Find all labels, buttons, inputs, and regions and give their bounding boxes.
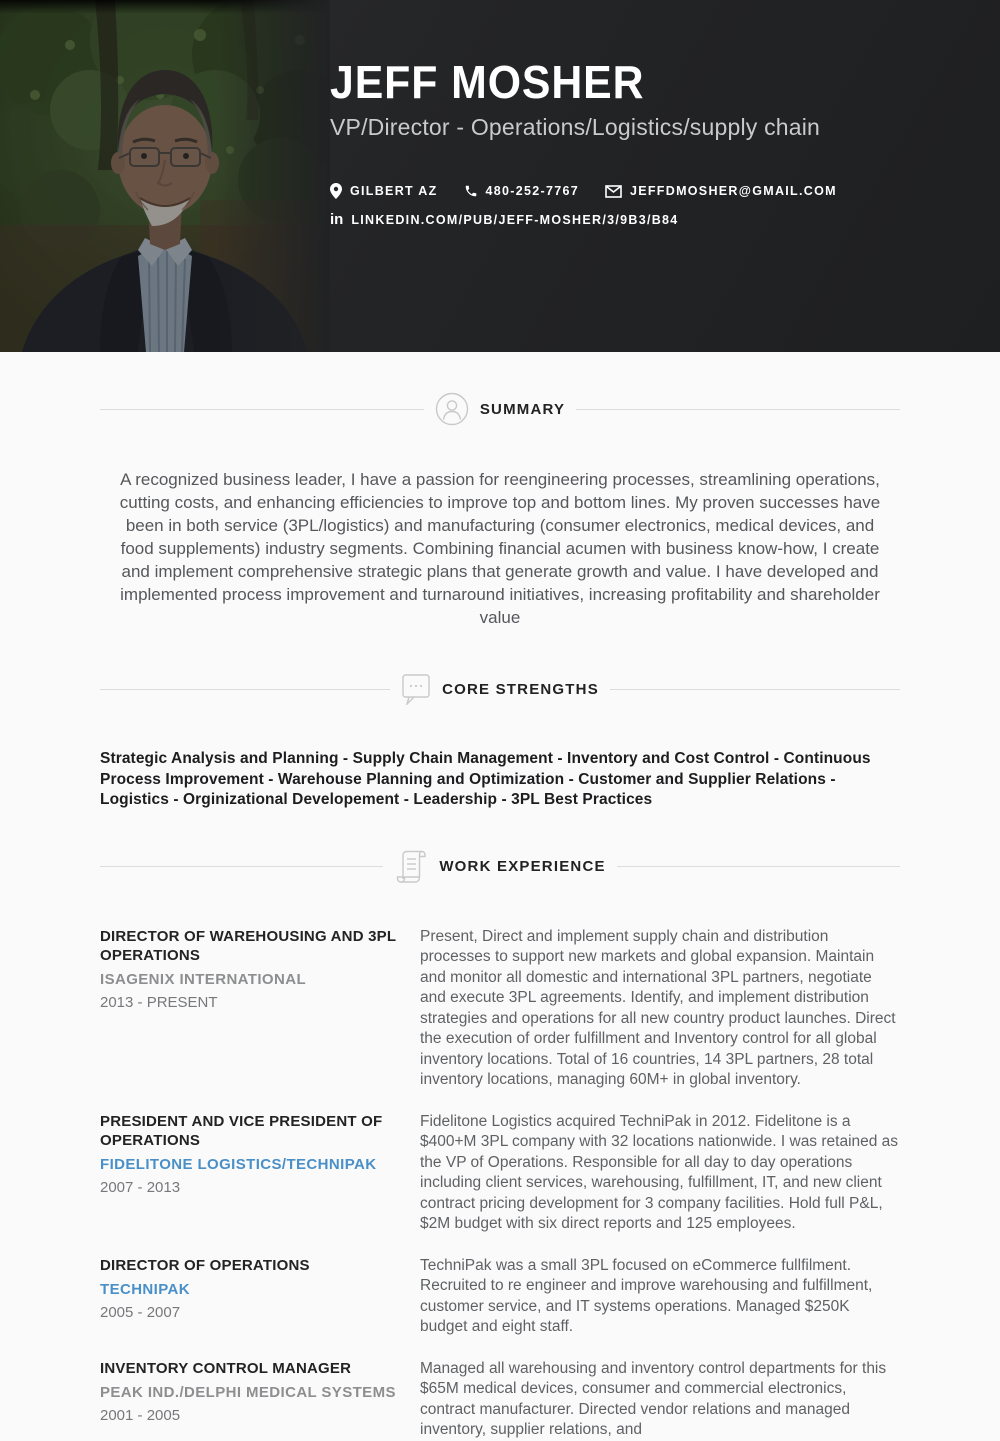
job-company-link[interactable]: FIDELITONE LOGISTICS/TECHNIPAK — [100, 1155, 377, 1173]
contact-block — [330, 183, 1000, 227]
envelope-icon — [605, 185, 622, 198]
job-dates: 2005 - 2007 — [100, 1303, 181, 1321]
contact-phone[interactable]: 480-252-7767 — [464, 184, 579, 198]
job-dates: 2001 - 2005 — [100, 1406, 181, 1424]
header-content — [330, 0, 1000, 352]
core-strengths-heading: CORE STRENGTHS — [442, 680, 599, 698]
summary-section-header — [100, 392, 900, 426]
phone-icon — [464, 184, 478, 198]
job-title: INVENTORY CONTROL MANAGER — [100, 1359, 352, 1377]
job-company: ISAGENIX INTERNATIONAL — [100, 970, 307, 988]
person-circle-icon — [435, 392, 469, 426]
job-description: Managed all warehousing and inventory control departments for this $65M medical devices, consumer and commercial electronics, contract manufacturer. Directed vendor relations and managed inventory, supplier relations, and — [420, 1359, 887, 1438]
header — [0, 0, 1000, 352]
divider-line — [576, 409, 900, 410]
core-strengths-section-header — [100, 673, 900, 705]
job-headline: VP/Director - Operations/Logistics/supply chain — [330, 114, 821, 141]
job-entry — [100, 1256, 900, 1338]
contact-linkedin[interactable]: in LINKEDIN.COM/PUB/JEFF-MOSHER/3/9B3/B84 — [330, 211, 679, 229]
divider-line — [100, 689, 390, 690]
job-title: PRESIDENT AND VICE PRESIDENT OF OPERATIONS — [100, 1112, 383, 1149]
job-entry — [100, 927, 900, 1091]
divider-line — [100, 866, 383, 867]
contact-email[interactable]: JEFFDMOSHER@GMAIL.COM — [605, 184, 837, 198]
divider-line — [617, 866, 900, 867]
job-entry — [100, 1359, 900, 1441]
work-experience-section-header — [100, 849, 900, 885]
summary-text: A recognized business leader, I have a passion for reengineering processes, streamlining operations, cutting costs, and enhancing efficiencies to improve top and bottom lines. My proven successes have been in both service (3PL/logistics) and manufacturing (consumer electronics, medical devices, and food supplements) industry segments. Combining financial acumen with business know-how, I create and implement comprehensive strategic plans that generate growth and value. I have developed and implemented process improvement and turnaround initiatives, increasing profitability and shareholder value — [119, 470, 881, 627]
job-dates: 2007 - 2013 — [100, 1178, 181, 1196]
core-strengths-text: Strategic Analysis and Planning - Supply Chain Management - Inventory and Cost Control - Continuous Process Improvement - Warehouse Planning and Optimization - Customer and Supplier Relations - Logistics - Orginizational Developement - Leadership - 3PL Best Practices — [100, 750, 871, 808]
speech-bubble-icon — [401, 673, 431, 705]
work-experience-heading: WORK EXPERIENCE — [439, 858, 606, 875]
job-description: TechniPak was a small 3PL focused on eCommerce fullfilment. Recruited to re engineer and improve warehousing and fulfillment, customer service, and IT systems operations. Managed $250K budget and eight staff. — [420, 1256, 873, 1335]
job-dates: 2013 - PRESENT — [100, 993, 218, 1011]
summary-heading: SUMMARY — [479, 400, 566, 418]
divider-line — [610, 689, 900, 690]
location-pin-icon — [330, 183, 342, 199]
job-entry — [100, 1112, 900, 1235]
job-description: Present, Direct and implement supply chain and distribution processes to support new markets and global expansion. Maintain and monitor all domestic and international 3PL partners, negotiate and execute 3PL agreements. Identify, and implement distribution strategies and operations for all new country product launches. Direct the execution of order fulfillment and Inventory control for all global inventory locations. Total of 16 countries, 14 3PL partners, 28 total inventory locations, managing 60M+ in global inventory. — [420, 927, 896, 1088]
job-list — [100, 927, 900, 1441]
job-description: Fidelitone Logistics acquired TechniPak in 2012. Fidelitone is a $400+M 3PL company with 32 locations nationwide. I was retained as the VP of Operations. Responsible for all day to day operations including client services, warehousing, fulfillment, IT, and new client contract pricing development for 3 company facilities. Hold full P&L, $2M budget with six direct reports and 125 employees. — [420, 1112, 899, 1232]
linkedin-icon: in — [330, 211, 344, 229]
job-title: DIRECTOR OF WAREHOUSING AND 3PL OPERATIONS — [100, 927, 396, 964]
job-company-link[interactable]: TECHNIPAK — [100, 1280, 190, 1298]
scroll-icon — [394, 849, 428, 885]
profile-photo — [0, 0, 330, 352]
job-title: DIRECTOR OF OPERATIONS — [100, 1256, 310, 1274]
page-title: JEFF MOSHER — [330, 56, 645, 108]
job-company: PEAK IND./DELPHI MEDICAL SYSTEMS — [100, 1383, 396, 1401]
resume-body — [0, 352, 1000, 1441]
divider-line — [100, 409, 424, 410]
profile-photo-illustration — [0, 0, 330, 352]
contact-location: GILBERT AZ — [330, 183, 438, 199]
